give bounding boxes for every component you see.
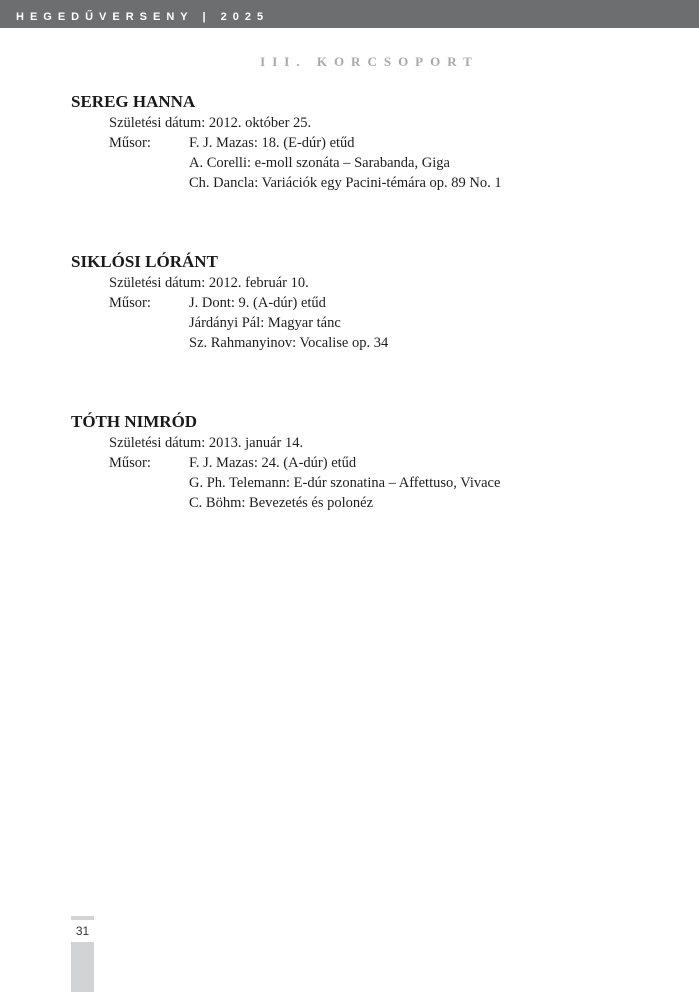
program-item: C. Böhm: Bevezetés és polonéz: [189, 495, 374, 511]
header-title: HEGEDŰVERSENY | 2025: [16, 11, 270, 23]
program-block: [109, 453, 671, 513]
program-label: Műsor:: [109, 455, 151, 471]
program-list: [189, 293, 388, 353]
entry-toth-nimrod: [71, 412, 671, 513]
birth-date: Születési dátum: 2012. október 25.: [109, 115, 312, 131]
entry-name: TÓTH NIMRÓD: [71, 412, 198, 431]
program-block: [109, 293, 671, 353]
entry-name: SIKLÓSI LÓRÁNT: [71, 252, 218, 271]
birth-date: Születési dátum: 2012. február 10.: [109, 275, 309, 291]
program-list: [189, 453, 500, 513]
birth-date: Születési dátum: 2013. január 14.: [109, 435, 304, 451]
header-bar: [0, 0, 699, 28]
page-number: 31: [75, 924, 90, 938]
program-item: Ch. Dancla: Variációk egy Pacini-témára op. 89 No. 1: [189, 175, 502, 191]
page-tab-bottom: [71, 942, 94, 992]
entry-name: SEREG HANNA: [71, 92, 196, 111]
page-tab-top: [71, 916, 94, 920]
program-item: J. Dont: 9. (A-dúr) etűd: [189, 295, 326, 311]
program-item: F. J. Mazas: 24. (A-dúr) etűd: [189, 455, 357, 471]
program-item: Sz. Rahmanyinov: Vocalise op. 34: [189, 335, 389, 351]
program-item: Járdányi Pál: Magyar tánc: [189, 315, 341, 331]
program-item: F. J. Mazas: 18. (E-dúr) etűd: [189, 135, 355, 151]
entry-sereg-hanna: [71, 92, 671, 193]
program-item: A. Corelli: e-moll szonáta – Sarabanda, Giga: [189, 155, 450, 171]
entry-siklosi-lorant: [71, 252, 671, 353]
section-title: III. KORCSOPORT: [260, 54, 479, 69]
program-item: G. Ph. Telemann: E-dúr szonatina – Affettuso, Vivace: [189, 475, 501, 491]
program-label: Műsor:: [109, 295, 151, 311]
program-list: [189, 133, 502, 193]
program-block: [109, 133, 671, 193]
program-label: Műsor:: [109, 135, 151, 151]
